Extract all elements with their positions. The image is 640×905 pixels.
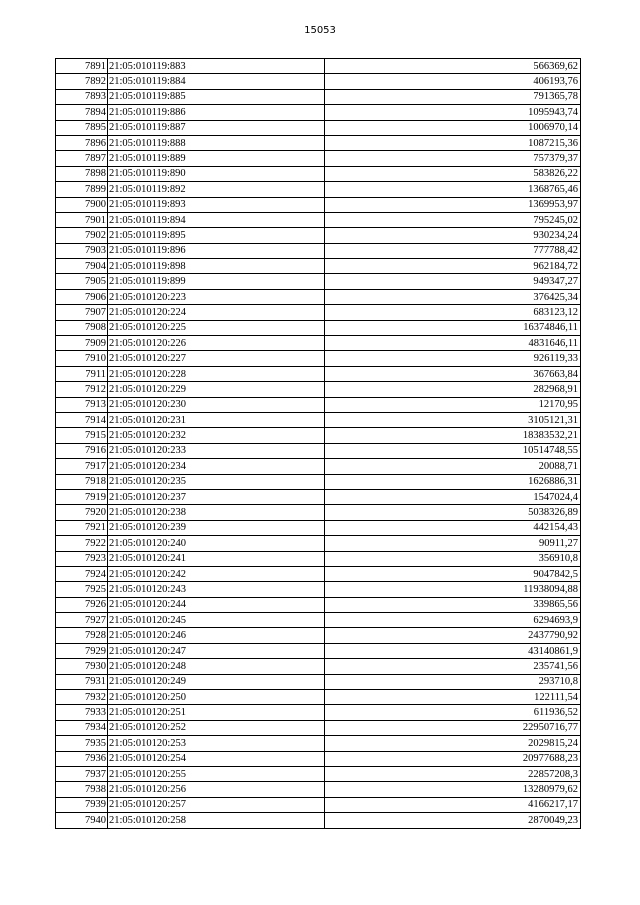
row-number-cell: 7927 <box>56 613 108 628</box>
cadastral-value-cell: 5038326,89 <box>325 505 581 520</box>
row-number-cell: 7916 <box>56 443 108 458</box>
table-row <box>56 459 581 474</box>
table-row <box>56 797 581 812</box>
table-row <box>56 212 581 227</box>
table-row <box>56 782 581 797</box>
cadastral-number-cell: 21:05:010120:244 <box>108 597 325 612</box>
table-row <box>56 705 581 720</box>
cadastral-number-cell: 21:05:010120:246 <box>108 628 325 643</box>
table-row <box>56 566 581 581</box>
table-row <box>56 305 581 320</box>
table-row <box>56 659 581 674</box>
table-row <box>56 197 581 212</box>
row-number-cell: 7902 <box>56 228 108 243</box>
cadastral-value-cell: 9047842,5 <box>325 566 581 581</box>
cadastral-value-cell: 406193,76 <box>325 74 581 89</box>
cadastral-value-cell: 6294693,9 <box>325 613 581 628</box>
cadastral-number-cell: 21:05:010120:254 <box>108 751 325 766</box>
cadastral-value-cell: 4831646,11 <box>325 336 581 351</box>
cadastral-value-cell: 12170,95 <box>325 397 581 412</box>
cadastral-value-cell: 22950716,77 <box>325 720 581 735</box>
table-row <box>56 259 581 274</box>
cadastral-number-cell: 21:05:010120:231 <box>108 412 325 427</box>
row-number-cell: 7912 <box>56 382 108 397</box>
cadastral-number-cell: 21:05:010120:248 <box>108 659 325 674</box>
table-row <box>56 582 581 597</box>
row-number-cell: 7935 <box>56 736 108 751</box>
page-number: 15053 <box>304 25 336 36</box>
cadastral-number-cell: 21:05:010120:243 <box>108 582 325 597</box>
table-row <box>56 382 581 397</box>
cadastral-number-cell: 21:05:010120:245 <box>108 613 325 628</box>
cadastral-value-cell: 339865,56 <box>325 597 581 612</box>
cadastral-value-cell: 777788,42 <box>325 243 581 258</box>
cadastral-number-cell: 21:05:010120:252 <box>108 720 325 735</box>
cadastral-number-cell: 21:05:010119:884 <box>108 74 325 89</box>
table-row <box>56 243 581 258</box>
row-number-cell: 7908 <box>56 320 108 335</box>
cadastral-value-cell: 376425,34 <box>325 289 581 304</box>
cadastral-value-cell: 566369,62 <box>325 59 581 74</box>
table-row <box>56 751 581 766</box>
row-number-cell: 7910 <box>56 351 108 366</box>
row-number-cell: 7936 <box>56 751 108 766</box>
row-number-cell: 7926 <box>56 597 108 612</box>
row-number-cell: 7895 <box>56 120 108 135</box>
cadastral-number-cell: 21:05:010119:889 <box>108 151 325 166</box>
table-row <box>56 505 581 520</box>
row-number-cell: 7928 <box>56 628 108 643</box>
cadastral-value-cell: 90911,27 <box>325 536 581 551</box>
row-number-cell: 7919 <box>56 489 108 504</box>
row-number-cell: 7896 <box>56 135 108 150</box>
row-number-cell: 7920 <box>56 505 108 520</box>
cadastral-number-cell: 21:05:010119:886 <box>108 105 325 120</box>
row-number-cell: 7905 <box>56 274 108 289</box>
table-row <box>56 428 581 443</box>
row-number-cell: 7898 <box>56 166 108 181</box>
table-row <box>56 336 581 351</box>
cadastral-number-cell: 21:05:010119:893 <box>108 197 325 212</box>
cadastral-value-cell: 1369953,97 <box>325 197 581 212</box>
cadastral-number-cell: 21:05:010120:238 <box>108 505 325 520</box>
cadastral-value-cell: 282968,91 <box>325 382 581 397</box>
row-number-cell: 7897 <box>56 151 108 166</box>
cadastral-value-cell: 356910,8 <box>325 551 581 566</box>
cadastral-number-cell: 21:05:010120:255 <box>108 766 325 781</box>
row-number-cell: 7938 <box>56 782 108 797</box>
cadastral-number-cell: 21:05:010119:888 <box>108 135 325 150</box>
cadastral-number-cell: 21:05:010120:233 <box>108 443 325 458</box>
cadastral-number-cell: 21:05:010120:256 <box>108 782 325 797</box>
row-number-cell: 7901 <box>56 212 108 227</box>
table-row <box>56 89 581 104</box>
cadastral-number-cell: 21:05:010120:228 <box>108 366 325 381</box>
cadastral-value-cell: 442154,43 <box>325 520 581 535</box>
cadastral-value-cell: 20088,71 <box>325 459 581 474</box>
cadastral-value-table <box>55 58 581 829</box>
cadastral-value-cell: 16374846,11 <box>325 320 581 335</box>
cadastral-number-cell: 21:05:010119:899 <box>108 274 325 289</box>
cadastral-value-cell: 791365,78 <box>325 89 581 104</box>
row-number-cell: 7921 <box>56 520 108 535</box>
cadastral-value-cell: 10514748,55 <box>325 443 581 458</box>
row-number-cell: 7931 <box>56 674 108 689</box>
cadastral-number-cell: 21:05:010119:896 <box>108 243 325 258</box>
cadastral-number-cell: 21:05:010120:230 <box>108 397 325 412</box>
row-number-cell: 7893 <box>56 89 108 104</box>
row-number-cell: 7917 <box>56 459 108 474</box>
cadastral-value-cell: 4166217,17 <box>325 797 581 812</box>
row-number-cell: 7929 <box>56 643 108 658</box>
cadastral-value-cell: 930234,24 <box>325 228 581 243</box>
cadastral-value-cell: 2029815,24 <box>325 736 581 751</box>
cadastral-number-cell: 21:05:010120:241 <box>108 551 325 566</box>
cadastral-number-cell: 21:05:010120:239 <box>108 520 325 535</box>
cadastral-value-cell: 1547024,4 <box>325 489 581 504</box>
table-row <box>56 736 581 751</box>
cadastral-value-cell: 22857208,3 <box>325 766 581 781</box>
cadastral-number-cell: 21:05:010120:226 <box>108 336 325 351</box>
cadastral-number-cell: 21:05:010119:892 <box>108 182 325 197</box>
row-number-cell: 7925 <box>56 582 108 597</box>
table-row <box>56 166 581 181</box>
cadastral-value-cell: 583826,22 <box>325 166 581 181</box>
cadastral-value-cell: 1006970,14 <box>325 120 581 135</box>
cadastral-value-cell: 757379,37 <box>325 151 581 166</box>
table-row <box>56 813 581 828</box>
table-row <box>56 443 581 458</box>
cadastral-number-cell: 21:05:010120:223 <box>108 289 325 304</box>
row-number-cell: 7907 <box>56 305 108 320</box>
table-row <box>56 551 581 566</box>
row-number-cell: 7891 <box>56 59 108 74</box>
table-row <box>56 135 581 150</box>
cadastral-number-cell: 21:05:010120:235 <box>108 474 325 489</box>
row-number-cell: 7939 <box>56 797 108 812</box>
row-number-cell: 7934 <box>56 720 108 735</box>
cadastral-number-cell: 21:05:010119:883 <box>108 59 325 74</box>
cadastral-number-cell: 21:05:010120:237 <box>108 489 325 504</box>
cadastral-value-cell: 2437790,92 <box>325 628 581 643</box>
row-number-cell: 7903 <box>56 243 108 258</box>
table-row <box>56 628 581 643</box>
row-number-cell: 7918 <box>56 474 108 489</box>
row-number-cell: 7900 <box>56 197 108 212</box>
row-number-cell: 7909 <box>56 336 108 351</box>
table-row <box>56 489 581 504</box>
row-number-cell: 7932 <box>56 690 108 705</box>
table-row <box>56 674 581 689</box>
table-row <box>56 613 581 628</box>
cadastral-number-cell: 21:05:010120:224 <box>108 305 325 320</box>
cadastral-value-cell: 20977688,23 <box>325 751 581 766</box>
row-number-cell: 7906 <box>56 289 108 304</box>
table-row <box>56 690 581 705</box>
cadastral-value-cell: 1087215,36 <box>325 135 581 150</box>
table-row <box>56 766 581 781</box>
row-number-cell: 7924 <box>56 566 108 581</box>
table-row <box>56 520 581 535</box>
cadastral-value-cell: 949347,27 <box>325 274 581 289</box>
table-row <box>56 366 581 381</box>
cadastral-number-cell: 21:05:010119:898 <box>108 259 325 274</box>
row-number-cell: 7923 <box>56 551 108 566</box>
cadastral-number-cell: 21:05:010120:253 <box>108 736 325 751</box>
cadastral-value-cell: 926119,33 <box>325 351 581 366</box>
cadastral-number-cell: 21:05:010120:250 <box>108 690 325 705</box>
cadastral-value-cell: 367663,84 <box>325 366 581 381</box>
cadastral-value-cell: 1095943,74 <box>325 105 581 120</box>
cadastral-number-cell: 21:05:010120:234 <box>108 459 325 474</box>
table-row <box>56 351 581 366</box>
table-body <box>56 59 581 829</box>
row-number-cell: 7913 <box>56 397 108 412</box>
table-row <box>56 643 581 658</box>
cadastral-value-cell: 683123,12 <box>325 305 581 320</box>
cadastral-value-cell: 235741,56 <box>325 659 581 674</box>
cadastral-value-cell: 1626886,31 <box>325 474 581 489</box>
cadastral-number-cell: 21:05:010120:258 <box>108 813 325 828</box>
cadastral-number-cell: 21:05:010120:242 <box>108 566 325 581</box>
cadastral-value-cell: 962184,72 <box>325 259 581 274</box>
cadastral-number-cell: 21:05:010120:240 <box>108 536 325 551</box>
cadastral-number-cell: 21:05:010120:225 <box>108 320 325 335</box>
row-number-cell: 7937 <box>56 766 108 781</box>
row-number-cell: 7933 <box>56 705 108 720</box>
cadastral-number-cell: 21:05:010120:247 <box>108 643 325 658</box>
table-row <box>56 182 581 197</box>
table-row <box>56 397 581 412</box>
table-row <box>56 320 581 335</box>
cadastral-number-cell: 21:05:010120:227 <box>108 351 325 366</box>
table-row <box>56 228 581 243</box>
table-row <box>56 120 581 135</box>
cadastral-number-cell: 21:05:010119:887 <box>108 120 325 135</box>
cadastral-number-cell: 21:05:010119:894 <box>108 212 325 227</box>
table-row <box>56 151 581 166</box>
cadastral-number-cell: 21:05:010120:251 <box>108 705 325 720</box>
cadastral-number-cell: 21:05:010120:232 <box>108 428 325 443</box>
table-row <box>56 597 581 612</box>
table-row <box>56 274 581 289</box>
cadastral-value-cell: 122111,54 <box>325 690 581 705</box>
table-row <box>56 536 581 551</box>
cadastral-value-cell: 11938094,88 <box>325 582 581 597</box>
cadastral-value-cell: 18383532,21 <box>325 428 581 443</box>
cadastral-value-cell: 795245,02 <box>325 212 581 227</box>
row-number-cell: 7894 <box>56 105 108 120</box>
table-row <box>56 74 581 89</box>
row-number-cell: 7930 <box>56 659 108 674</box>
row-number-cell: 7892 <box>56 74 108 89</box>
cadastral-number-cell: 21:05:010120:249 <box>108 674 325 689</box>
table-row <box>56 105 581 120</box>
cadastral-value-cell: 611936,52 <box>325 705 581 720</box>
row-number-cell: 7922 <box>56 536 108 551</box>
row-number-cell: 7911 <box>56 366 108 381</box>
table-row <box>56 289 581 304</box>
row-number-cell: 7914 <box>56 412 108 427</box>
cadastral-number-cell: 21:05:010120:229 <box>108 382 325 397</box>
cadastral-number-cell: 21:05:010119:890 <box>108 166 325 181</box>
cadastral-value-cell: 3105121,31 <box>325 412 581 427</box>
table-row <box>56 59 581 74</box>
row-number-cell: 7904 <box>56 259 108 274</box>
cadastral-value-cell: 1368765,46 <box>325 182 581 197</box>
cadastral-value-cell: 13280979,62 <box>325 782 581 797</box>
cadastral-value-cell: 293710,8 <box>325 674 581 689</box>
table-row <box>56 474 581 489</box>
table-row <box>56 412 581 427</box>
cadastral-value-cell: 2870049,23 <box>325 813 581 828</box>
cadastral-number-cell: 21:05:010120:257 <box>108 797 325 812</box>
row-number-cell: 7899 <box>56 182 108 197</box>
row-number-cell: 7915 <box>56 428 108 443</box>
cadastral-number-cell: 21:05:010119:885 <box>108 89 325 104</box>
cadastral-value-cell: 43140861,9 <box>325 643 581 658</box>
row-number-cell: 7940 <box>56 813 108 828</box>
table-row <box>56 720 581 735</box>
cadastral-number-cell: 21:05:010119:895 <box>108 228 325 243</box>
